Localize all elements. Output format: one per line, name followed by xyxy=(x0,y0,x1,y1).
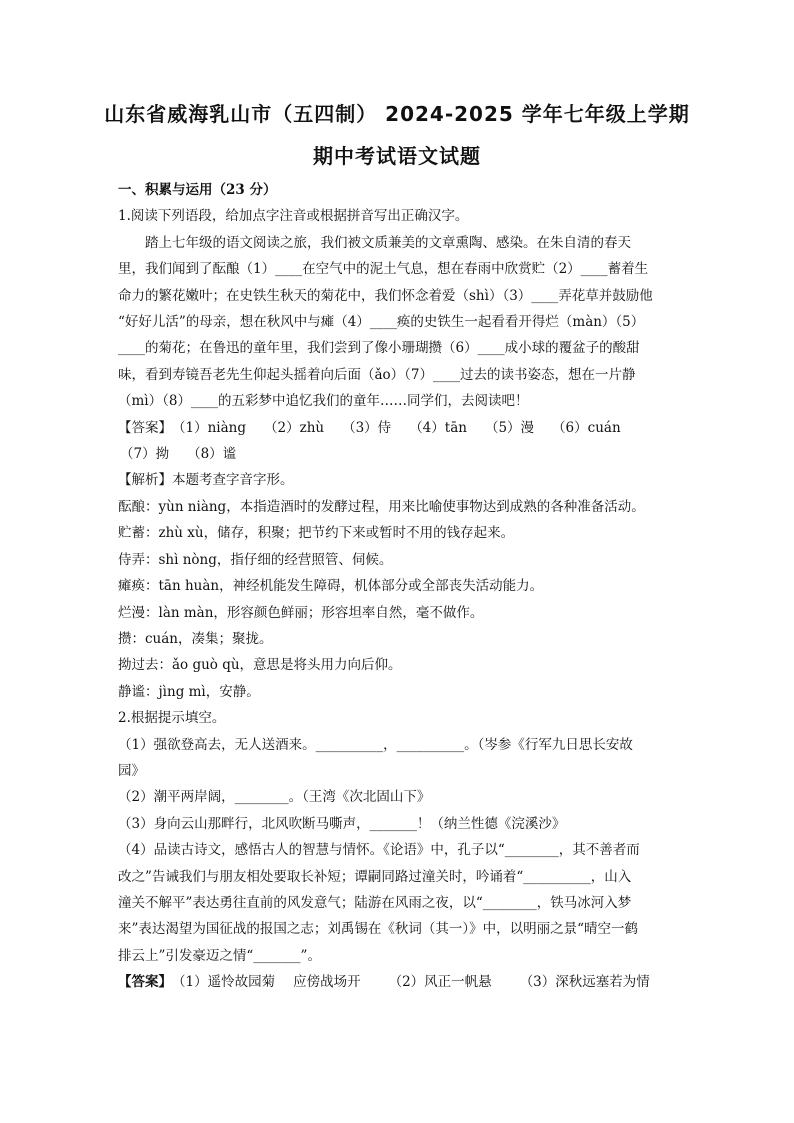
answer-item: （6）cuán xyxy=(552,419,621,436)
passage-line: 里，我们闻到了酝酿（1）____在空气中的泥土气息，想在春雨中欣赏贮（2）____蓄着生 xyxy=(118,261,649,278)
analysis-label: 【解析】 xyxy=(118,472,172,489)
question-2-prompt: 2.根据提示填空。 xyxy=(118,710,226,727)
analysis-line: 酝酿：yùn niàng，本指造酒时的发酵过程，用来比喻使事物达到成熟的各种准备活动。 xyxy=(118,498,645,515)
analysis-line: 贮蓄：zhù xù，储存，积聚；把节约下来或暂时不用的钱存起来。 xyxy=(118,525,515,542)
fill-item-line: （3）身向云山那畔行，北风吹断马嘶声，_______！（纳兰性德《浣溪沙》 xyxy=(118,815,566,832)
analysis-line: 拗过去：ǎo guò qù，意思是将头用力向后仰。 xyxy=(118,657,402,674)
answer-item: （1）niàng xyxy=(172,419,246,436)
answer-item: 应傍战场开 xyxy=(293,974,361,991)
fill-item-line: （4）品读古诗文，感悟古人的智慧与情怀。《论语》中，孔子以“________，其不善者而 xyxy=(118,842,640,859)
answer-item: （2）zhù xyxy=(264,419,325,436)
analysis-line: 烂漫：làn màn，形容颜色鲜丽；形容坦率自然，毫不做作。 xyxy=(118,604,484,621)
fill-item-line: 园》 xyxy=(118,762,145,779)
answer-item: （1）遥怜故园菊 xyxy=(172,974,276,991)
answer-label: 【答案】 xyxy=(118,419,172,436)
analysis-heading xyxy=(118,467,678,493)
answer-item: （3）深秋远塞若为情 xyxy=(519,974,650,991)
analysis-line: 静谧：jìng mì，安静。 xyxy=(118,683,260,700)
fill-item-line: （1）强欲登高去，无人送酒来。__________，__________。（岑参《行军九日思长安故 xyxy=(118,736,633,753)
document-body xyxy=(118,177,678,996)
fill-item-line: 潼关不解平”表达勇往直前的风发意气；陆游在风雨之夜，以“________，铁马冰河入梦 xyxy=(118,894,632,911)
document-title-line1: 山东省威海乳山市（五四制） 2024-2025 学年七年级上学期 xyxy=(104,102,690,126)
passage-line: 命力的繁花嫩叶；在史铁生秋天的菊花中，我们怀念着爱（shì）（3）____弄花草并鼓励他 xyxy=(118,287,653,304)
passage-line: ____的菊花；在鲁迅的童年里，我们尝到了像小珊瑚攒（6）____成小球的覆盆子的酸甜 xyxy=(118,340,640,357)
analysis-intro: 本题考查字音字形。 xyxy=(172,472,294,489)
passage-line: （mì）（8）____的五彩梦中追忆我们的童年……同学们，去阅读吧！ xyxy=(118,393,529,410)
analysis-line: 侍弄：shì nòng，指仔细的经营照管、伺候。 xyxy=(118,551,393,568)
answer-item: （2）风正一帆悬 xyxy=(388,974,492,991)
answer-item: （7）拗 xyxy=(120,446,170,463)
answer-item: （5）漫 xyxy=(484,419,535,436)
fill-item-line: 改之”告诫我们与朋友相处要取长补短；谭嗣同路过潼关时，吟诵着“__________，山入 xyxy=(118,868,632,885)
answer-row xyxy=(118,441,678,467)
analysis-line: 攒：cuán，凑集；聚拢。 xyxy=(118,630,273,647)
answer-item: （8）谧 xyxy=(187,446,237,463)
passage-line: 踏上七年级的语文阅读之旅，我们被文质兼美的文章熏陶、感染。在朱自清的春天 xyxy=(145,234,631,251)
fill-item-line: 来”表达渴望为国征战的报国之志；刘禹锡在《秋词（其一）》中，以明丽之景“晴空一鹤 xyxy=(118,921,639,938)
passage-line: 味，看到寿镜吾老先生仰起头摇着向后面（ǎo）（7）____过去的读书姿态，想在一片静 xyxy=(118,366,636,383)
answer-item: （3）侍 xyxy=(342,419,392,436)
fill-item-line: （2）潮平两岸阔，________。（王湾《次北固山下》 xyxy=(118,789,431,806)
section-heading: 一、积累与运用（23 分） xyxy=(118,182,277,198)
document-title-line2: 期中考试语文试题 xyxy=(313,144,481,168)
fill-item-line: 排云上”引发豪迈之情“_______”。 xyxy=(118,947,321,964)
answer-row xyxy=(118,969,678,995)
passage-line: “好好儿活”的母亲，想在秋风中与瘫（4）____痪的史铁生一起看看开得烂（màn）（5） xyxy=(118,314,645,331)
answer-item: （4）tān xyxy=(409,419,467,436)
question-1-prompt: 1.阅读下列语段，给加点字注音或根据拼音写出正确汉字。 xyxy=(118,208,469,225)
answer-label: 【答案】 xyxy=(118,974,172,991)
analysis-line: 瘫痪：tān huàn，神经机能发生障碍，机体部分或全部丧失活动能力。 xyxy=(118,578,544,595)
answer-row xyxy=(118,415,678,441)
